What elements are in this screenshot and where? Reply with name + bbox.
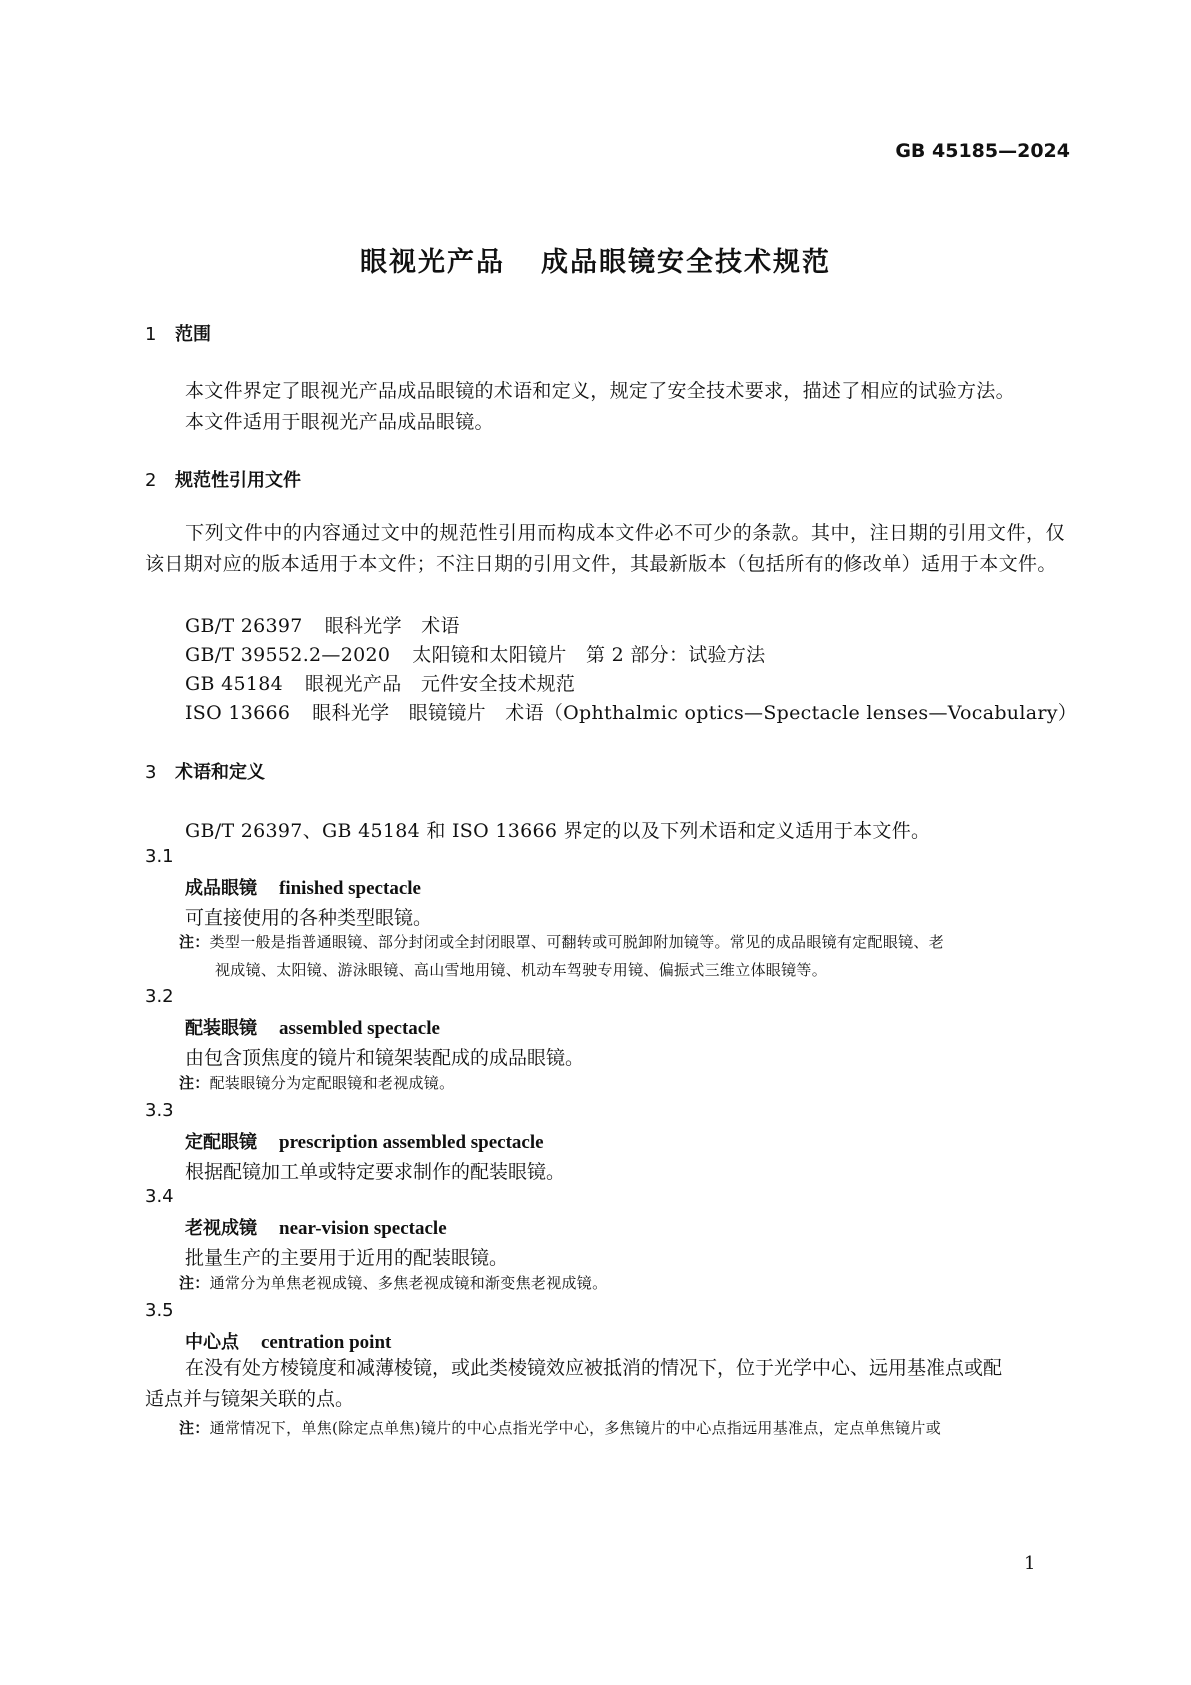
section-2-intro	[145, 518, 1065, 580]
term-zh: 老视成镜	[185, 1218, 257, 1239]
section-1-paragraph-1: 本文件界定了眼视光产品成品眼镜的术语和定义，规定了安全技术要求，描述了相应的试验方法。	[185, 380, 1015, 402]
term-en: finished spectacle	[279, 878, 421, 899]
term-number: 3.3	[145, 1100, 174, 1121]
term-note	[179, 928, 1065, 984]
term-note	[179, 1072, 454, 1093]
reference-code: GB/T 39552.2—2020	[185, 644, 391, 666]
note-text: 通常分为单焦老视成镜、多焦老视成镜和渐变焦老视成镜。	[209, 1274, 608, 1292]
reference-item	[185, 669, 575, 696]
section-2-heading	[145, 466, 301, 492]
section-2-intro-text: 下列文件中的内容通过文中的规范性引用而构成本文件必不可少的条款。其中，注日期的引用文件，仅该日期对应的版本适用于本文件；不注日期的引用文件，其最新版本（包括所有的修改单）适用于本文件。	[145, 522, 1065, 575]
term-number: 3.5	[145, 1300, 174, 1321]
section-2-title: 规范性引用文件	[175, 470, 301, 491]
term-number: 3.1	[145, 846, 174, 867]
term-definition: 根据配镜加工单或特定要求制作的配装眼镜。	[185, 1161, 566, 1183]
reference-code: GB 45184	[185, 673, 284, 695]
title-part-1: 眼视光产品	[360, 247, 505, 278]
term-en: assembled spectacle	[279, 1018, 440, 1039]
term-heading	[185, 1214, 447, 1240]
section-2-number: 2	[145, 470, 157, 491]
term-zh: 配装眼镜	[185, 1018, 257, 1039]
reference-title: 太阳镜和太阳镜片 第 2 部分：试验方法	[412, 644, 766, 666]
reference-code: ISO 13666	[185, 702, 291, 724]
term-en: near-vision spectacle	[279, 1218, 447, 1239]
term-note	[179, 1417, 941, 1438]
title-part-2: 成品眼镜安全技术规范	[541, 247, 831, 278]
term-en: centration point	[261, 1332, 392, 1353]
section-3-heading	[145, 758, 265, 784]
term-en: prescription assembled spectacle	[279, 1132, 544, 1153]
section-1-heading	[145, 320, 211, 346]
section-1-paragraph-2: 本文件适用于眼视光产品成品眼镜。	[185, 411, 494, 433]
term-definition	[145, 1353, 1065, 1415]
reference-title: 眼科光学 术语	[324, 615, 460, 637]
note-text: 通常情况下，单焦(除定点单焦)镜片的中心点指光学中心，多焦镜片的中心点指远用基准点，定点单焦镜片或	[209, 1419, 942, 1437]
page-number: 1	[1024, 1553, 1036, 1574]
note-text: 类型一般是指普通眼镜、部分封闭或全封闭眼罩、可翻转或可脱卸附加镜等。常见的成品眼镜有定配眼镜、老	[209, 933, 945, 951]
term-definition: 批量生产的主要用于近用的配装眼镜。	[185, 1247, 509, 1269]
term-heading	[185, 874, 421, 900]
reference-item	[185, 640, 765, 667]
definition-text: 在没有处方棱镜度和减薄棱镜，或此类棱镜效应被抵消的情况下，位于光学中心、远用基准点或配	[185, 1357, 1003, 1379]
note-text-continued: 视成镜、太阳镜、游泳眼镜、高山雪地用镜、机动车驾驶专用镜、偏振式三维立体眼镜等。	[215, 961, 828, 979]
term-definition: 由包含顶焦度的镜片和镜架装配成的成品眼镜。	[185, 1047, 585, 1069]
section-1-title: 范围	[175, 324, 211, 345]
term-heading	[185, 1328, 391, 1354]
note-label: 注：	[179, 1419, 210, 1437]
term-zh: 成品眼镜	[185, 878, 257, 899]
reference-item	[185, 611, 460, 638]
definition-text-continued: 适点并与镜架关联的点。	[145, 1388, 355, 1410]
reference-title: 眼视光产品 元件安全技术规范	[305, 673, 576, 695]
term-heading	[185, 1014, 440, 1040]
term-zh: 定配眼镜	[185, 1132, 257, 1153]
section-1-number: 1	[145, 324, 157, 345]
term-number: 3.4	[145, 1186, 174, 1207]
term-note	[179, 1272, 607, 1293]
term-definition: 可直接使用的各种类型眼镜。	[185, 907, 433, 929]
reference-item	[185, 698, 1077, 725]
term-heading	[185, 1128, 544, 1154]
term-zh: 中心点	[185, 1332, 239, 1353]
note-label: 注：	[179, 933, 210, 951]
standard-code: GB 45185—2024	[895, 140, 1070, 162]
section-3-title: 术语和定义	[175, 762, 265, 783]
reference-title: 眼科光学 眼镜镜片 术语（Ophthalmic optics—Spectacle lenses—Vocabulary）	[312, 702, 1078, 724]
term-number: 3.2	[145, 986, 174, 1007]
section-3-number: 3	[145, 762, 157, 783]
page-title	[0, 240, 1191, 279]
reference-code: GB/T 26397	[185, 615, 303, 637]
note-text: 配装眼镜分为定配眼镜和老视成镜。	[209, 1074, 455, 1092]
section-3-intro: GB/T 26397、GB 45184 和 ISO 13666 界定的以及下列术语和定义适用于本文件。	[185, 820, 931, 842]
note-label: 注：	[179, 1274, 210, 1292]
note-label: 注：	[179, 1074, 210, 1092]
